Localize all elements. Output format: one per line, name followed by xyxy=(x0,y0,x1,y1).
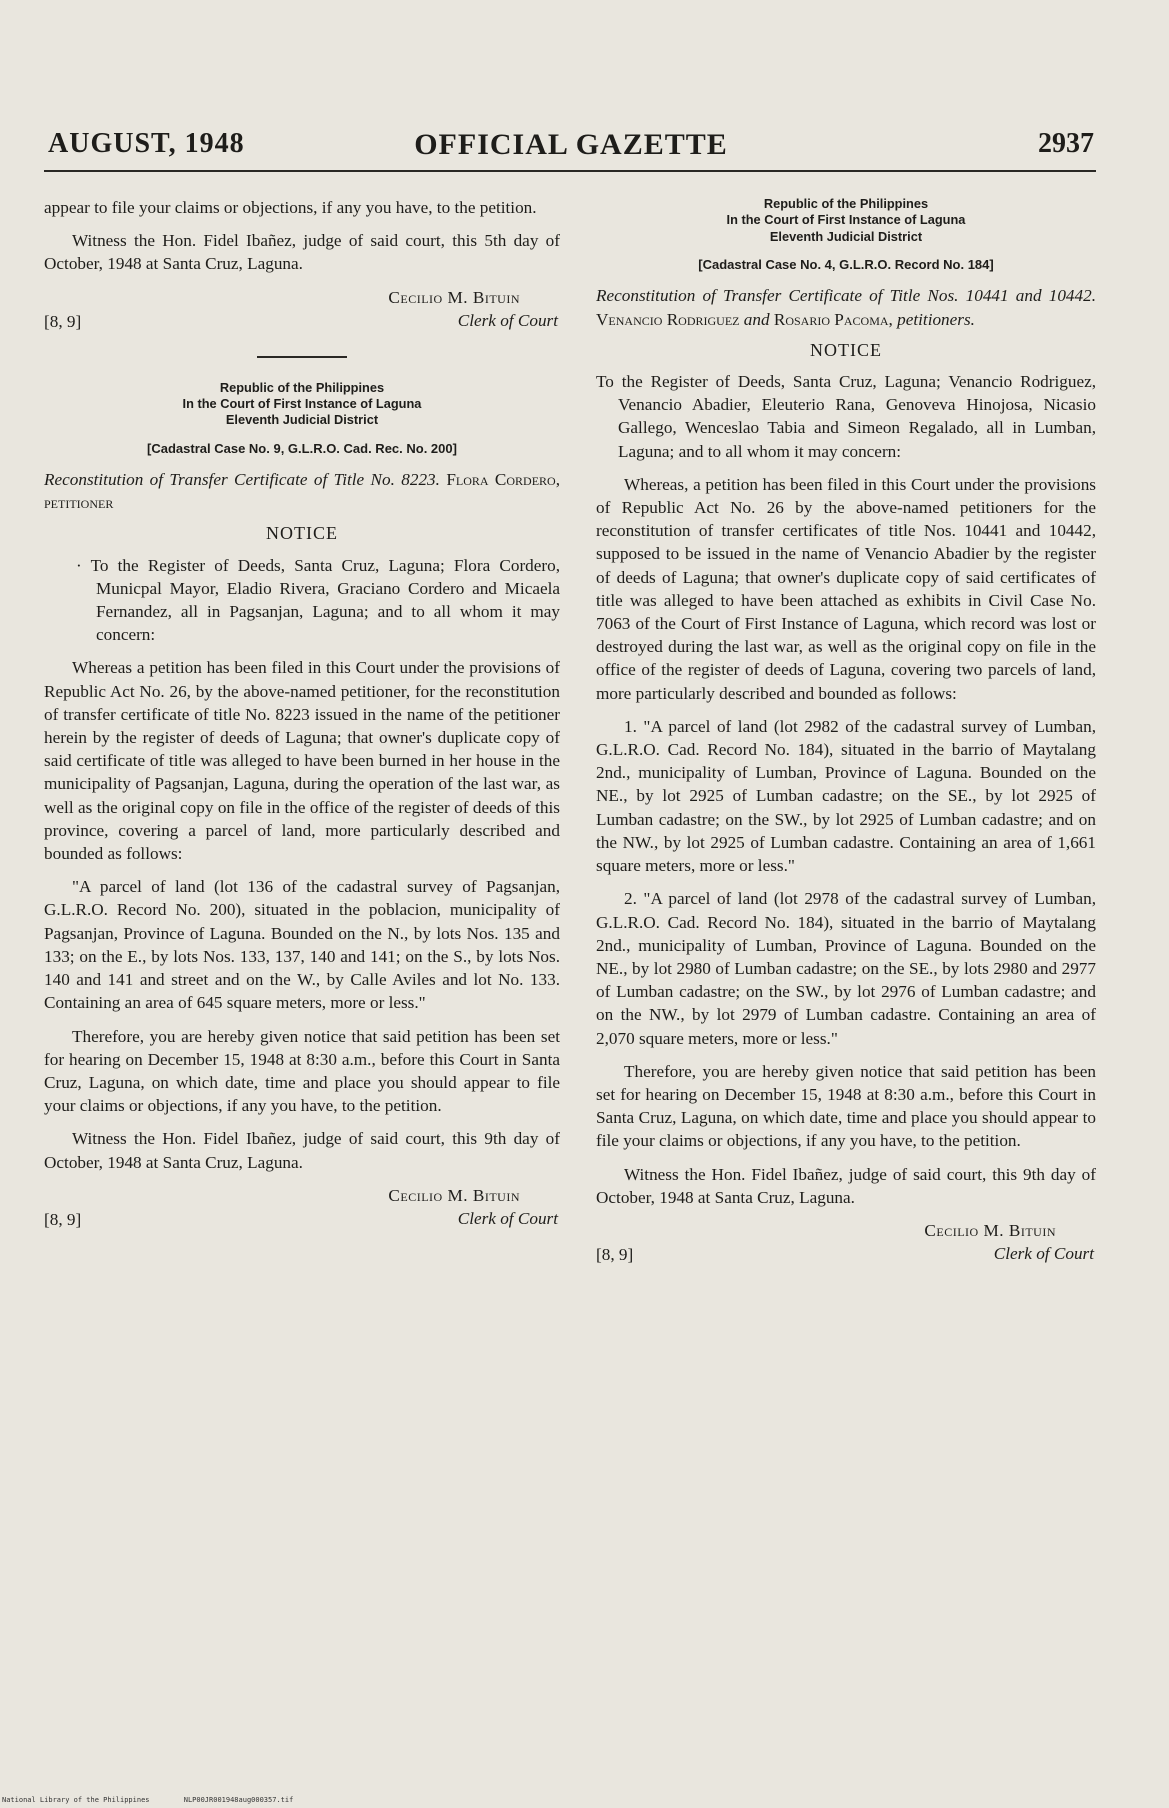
right-body-p3: 2. "A parcel of land (lot 2978 of the cadastral survey of Lumban, G.L.R.O. Cad. Record No. 184), situated in the barrio of Maytalang 2nd., municipality of Lumban, Province of Laguna. Bounded on the NE., by lot 2980 of Lumban cadastre; on the SE., by lots 2980 and 2977 of Lumban cadastre; on the SW., by lot 2976 of Lumban cadastre; and on the NW., by lot 2979 of Lumban cadastre. Containing an area of 2,070 square meters, more or less." xyxy=(596,889,1096,1048)
notice-heading: NOTICE xyxy=(810,339,882,360)
case-number: [Cadastral Case No. 4, G.L.R.O. Record No. 184] xyxy=(698,257,994,273)
court-line-1: Republic of the Philippines xyxy=(219,379,385,395)
right-body-p4: Therefore, you are hereby given notice that said petition has been set for hearing on December 15, 1948 at 8:30 a.m., before this Court in Santa Cruz, Laguna, on which date, time and place you should appear to file your claims or objections, if any you have, to the petition. xyxy=(596,1061,1096,1151)
case-title-block xyxy=(596,284,1096,330)
left-body-p4: Witness the Hon. Fidel Ibañez, judge of said court, this 9th day of October, 1948 at Santa Cruz, Laguna. xyxy=(44,1129,560,1172)
case-party-2: Rosario Pacoma, xyxy=(773,309,893,329)
header-rule xyxy=(44,170,1096,172)
signatory-name: Cecilio M. Bituin xyxy=(924,1220,1056,1240)
scan-footer xyxy=(2,1796,323,1804)
case-petitioners: petitioners. xyxy=(897,309,975,329)
case-party-1: Venancio Rodriguez xyxy=(596,309,740,329)
left-intro-p2: Witness the Hon. Fidel Ibañez, judge of said court, this 5th day of October, 1948 at Santa Cruz, Laguna. xyxy=(44,231,560,274)
section-divider xyxy=(257,356,347,358)
header-title: OFFICIAL GAZETTE xyxy=(414,128,728,161)
left-intro-p1: appear to file your claims or objections, if any you have, to the petition. xyxy=(44,198,537,217)
page-number: 2937 xyxy=(1038,128,1094,159)
right-signature xyxy=(596,1219,1096,1265)
issue-reference: [8, 9] xyxy=(44,311,82,331)
case-parties: Flora Cordero, petitioner xyxy=(44,470,560,513)
court-heading xyxy=(596,196,1096,245)
left-column xyxy=(44,196,560,1240)
footer-library: National Library of the Philippines xyxy=(2,1796,150,1804)
notice-heading: NOTICE xyxy=(266,523,338,544)
left-signature-2 xyxy=(44,1184,560,1230)
right-column xyxy=(596,196,1096,1275)
right-body-p5: Witness the Hon. Fidel Ibañez, judge of said court, this 9th day of October, 1948 at Santa Cruz, Laguna. xyxy=(596,1164,1096,1207)
court-heading xyxy=(44,380,560,429)
court-line-2: In the Court of First Instance of Laguna xyxy=(182,396,422,412)
signatory-name: Cecilio M. Bituin xyxy=(388,1185,520,1205)
header-date: AUGUST, 1948 xyxy=(48,128,245,159)
signatory-title: Clerk of Court xyxy=(993,1243,1094,1263)
left-body-p2: "A parcel of land (lot 136 of the cadastral survey of Pagsanjan, G.L.R.O. Record No. 200), situated in the poblacion, municipality of Pagsanjan, Province of Laguna. Bounded on the N., by lots Nos. 135 and 133; on the E., by lots Nos. 133, 137, 140 and 141; on the S., by lots Nos. 140 and 141 and street and on the W., by Calle Aviles and lot No. 133. Containing an area of 645 square meters, more or less." xyxy=(44,877,560,1013)
right-body-p1: Whereas, a petition has been filed in this Court under the provisions of Republic Act No. 26 by the above-named petitioners for the reconstitution of transfer certificates of title Nos. 10441 and 10442, supposed to be issued in the name of Venancio Abadier by the register of deeds of Laguna; that owner's duplicate copy of said certificates of title was alleged to have been attached as exhibits in Civil Case No. 7063 of the Court of First Instance of Laguna, which record was lost or destroyed during the last war, as well as the original copy on file in the office of the register of deeds of Laguna, covering two parcels of land, more particularly described and bounded as follows: xyxy=(596,474,1096,703)
signatory-name: Cecilio M. Bituin xyxy=(388,287,520,307)
left-body-p1: Whereas a petition has been filed in this Court under the provisions of Republic Act No. 26, by the above-named petitioner, for the reconstitution of transfer certificate of title No. 8223 issued in the name of the petitioner herein by the register of deeds of Laguna; that owner's duplicate copy of said certificate of title was alleged to have been burned in her house in the municipality of Pagsanjan, Laguna, during the operation of the last war, as well as the original copy on file in the office of the register of deeds of this province, covering a parcel of land, more particularly described and bounded as follows: xyxy=(44,658,560,864)
court-line-3: Eleventh Judicial District xyxy=(769,228,923,244)
signatory-title: Clerk of Court xyxy=(457,310,558,330)
left-body-p3: Therefore, you are hereby given notice that said petition has been set for hearing on December 15, 1948 at 8:30 a.m., before this Court in Santa Cruz, Laguna, on which date, time and place you should appear to file your claims or objections, if any you have, to the petition. xyxy=(44,1026,560,1116)
issue-reference: [8, 9] xyxy=(596,1244,634,1264)
case-title: Reconstitution of Transfer Certificate of Title No. 8223. xyxy=(44,470,440,490)
left-signature-1 xyxy=(44,286,560,332)
case-title: Reconstitution of Transfer Certificate of Title Nos. 10441 and 10442. xyxy=(596,286,1096,306)
right-body-p2: 1. "A parcel of land (lot 2982 of the cadastral survey of Lumban, G.L.R.O. Cad. Record No. 184), situated in the barrio of Maytalang 2nd., municipality of Lumban, Province of Laguna. Bounded on the NE., by lot 2925 of Lumban cadastre; on the SE., by lot 2925 of Lumban cadastre; on the SW., by lot 2925 of Lumban cadastre; and on the NW., by lot 2925 of Lumban cadastre. Containing an area of 1,661 square meters, more or less." xyxy=(596,716,1096,876)
case-number: [Cadastral Case No. 9, G.L.R.O. Cad. Rec. No. 200] xyxy=(147,440,457,456)
footer-file: NLP00JR001948aug000357.tif xyxy=(183,1796,294,1804)
case-and: and xyxy=(743,309,770,329)
addressees: · To the Register of Deeds, Santa Cruz, Laguna; Flora Cordero, Municpal Mayor, Eladio Rivera, Graciano Cordero and Micaela Fernandez, all in Pagsanjan, Laguna; and to all whom it may concern: xyxy=(76,555,560,645)
signatory-title: Clerk of Court xyxy=(457,1208,558,1228)
court-line-3: Eleventh Judicial District xyxy=(225,412,379,428)
court-line-1: Republic of the Philippines xyxy=(763,196,929,211)
issue-reference: [8, 9] xyxy=(44,1209,82,1229)
addressees: To the Register of Deeds, Santa Cruz, Laguna; Venancio Rodriguez, Venancio Abadier, Eleuterio Rana, Genoveva Hinojosa, Nicasio Gallego, Wenceslao Tabia and Simeon Regalado, all in Lumban, Laguna; and to all whom it may concern: xyxy=(596,372,1096,461)
case-title-block xyxy=(44,468,560,514)
page-header xyxy=(48,128,1094,168)
court-line-2: In the Court of First Instance of Laguna xyxy=(726,212,966,228)
